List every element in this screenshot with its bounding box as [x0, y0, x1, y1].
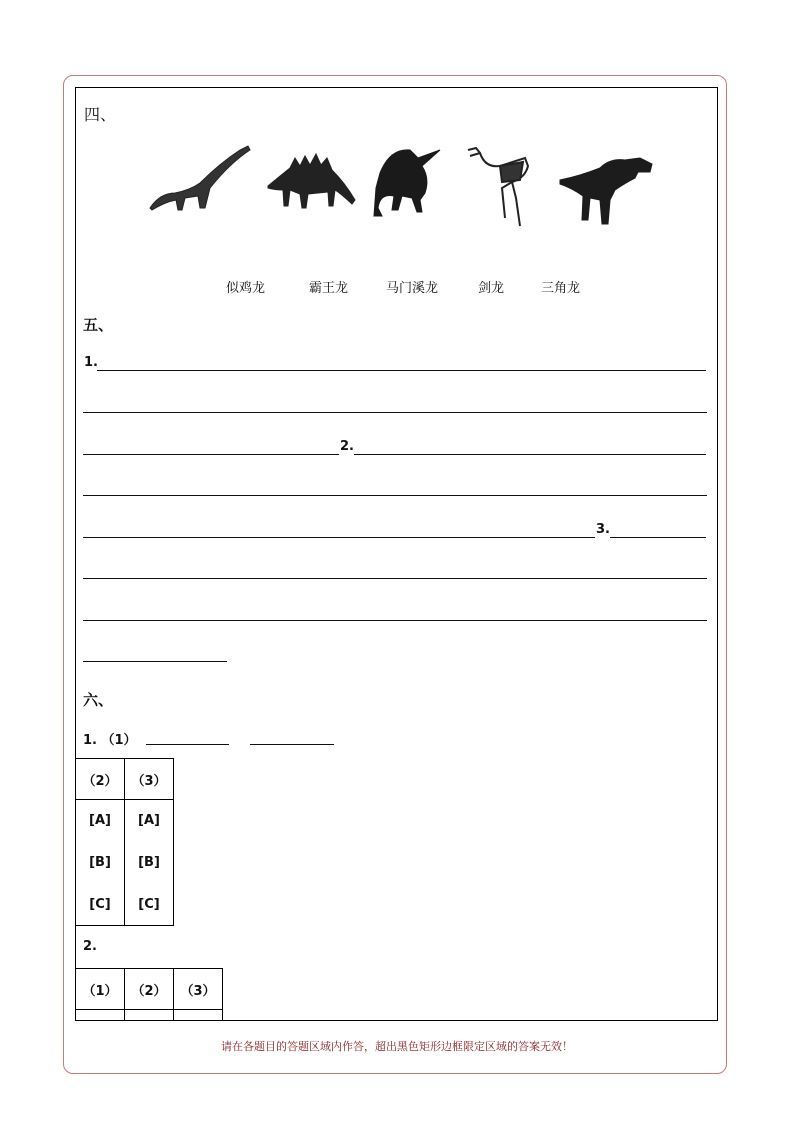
table-cell	[125, 1010, 174, 1020]
answer-line[interactable]	[83, 578, 707, 579]
dinosaur-name-4: 剑龙	[478, 281, 505, 296]
table-header: （2）	[76, 759, 125, 800]
table-header: （3）	[125, 759, 174, 800]
section-6-heading: 六、	[83, 691, 114, 709]
table-header: （3）	[174, 969, 223, 1010]
section-6-question-1-label: 1. （1）	[83, 733, 137, 748]
answer-line[interactable]	[610, 537, 706, 538]
footer-notice: 请在各题目的答题区域内作答，超出黑色矩形边框限定区域的答案无效！	[221, 1040, 573, 1053]
choice-option-c[interactable]: [C]	[125, 884, 174, 926]
long-neck-dinosaur-icon	[150, 146, 250, 210]
choice-table-1	[75, 758, 174, 926]
stegosaurus-icon	[268, 154, 355, 208]
table-header: （1）	[76, 969, 125, 1010]
table-cell	[174, 1010, 223, 1020]
question-1-number: 1.	[84, 355, 98, 370]
ornithomimus-icon	[468, 148, 528, 226]
answer-line[interactable]	[97, 370, 706, 371]
answer-line[interactable]	[83, 412, 707, 413]
dinosaur-name-2: 霸王龙	[309, 281, 349, 296]
table-header: （2）	[125, 969, 174, 1010]
section-6-question-2-label: 2.	[83, 939, 97, 954]
dinosaur-name-3: 马门溪龙	[386, 281, 439, 296]
answer-line[interactable]	[83, 454, 339, 455]
choice-option-a[interactable]: [A]	[125, 800, 174, 842]
question-3-number: 3.	[596, 522, 610, 537]
choice-option-b[interactable]: [B]	[76, 842, 125, 884]
dinosaur-name-1: 似鸡龙	[226, 281, 266, 296]
question-2-number: 2.	[340, 439, 354, 454]
answer-blank[interactable]	[146, 744, 229, 745]
choice-option-a[interactable]: [A]	[76, 800, 125, 842]
choice-table-2	[75, 968, 223, 1020]
dinosaur-name-5: 三角龙	[541, 281, 581, 296]
section-5-heading: 五、	[83, 316, 114, 334]
choice-option-c[interactable]: [C]	[76, 884, 125, 926]
dinosaur-skeleton-images	[140, 138, 670, 233]
section-4-heading: 四、	[84, 105, 117, 124]
tyrannosaurus-icon	[560, 158, 652, 224]
answer-line[interactable]	[83, 495, 707, 496]
triceratops-icon	[374, 150, 440, 216]
answer-blank[interactable]	[250, 744, 334, 745]
choice-option-b[interactable]: [B]	[125, 842, 174, 884]
table-cell	[76, 1010, 125, 1020]
answer-line[interactable]	[83, 537, 595, 538]
answer-line[interactable]	[83, 620, 707, 621]
answer-line[interactable]	[354, 454, 706, 455]
answer-line[interactable]	[83, 661, 227, 662]
